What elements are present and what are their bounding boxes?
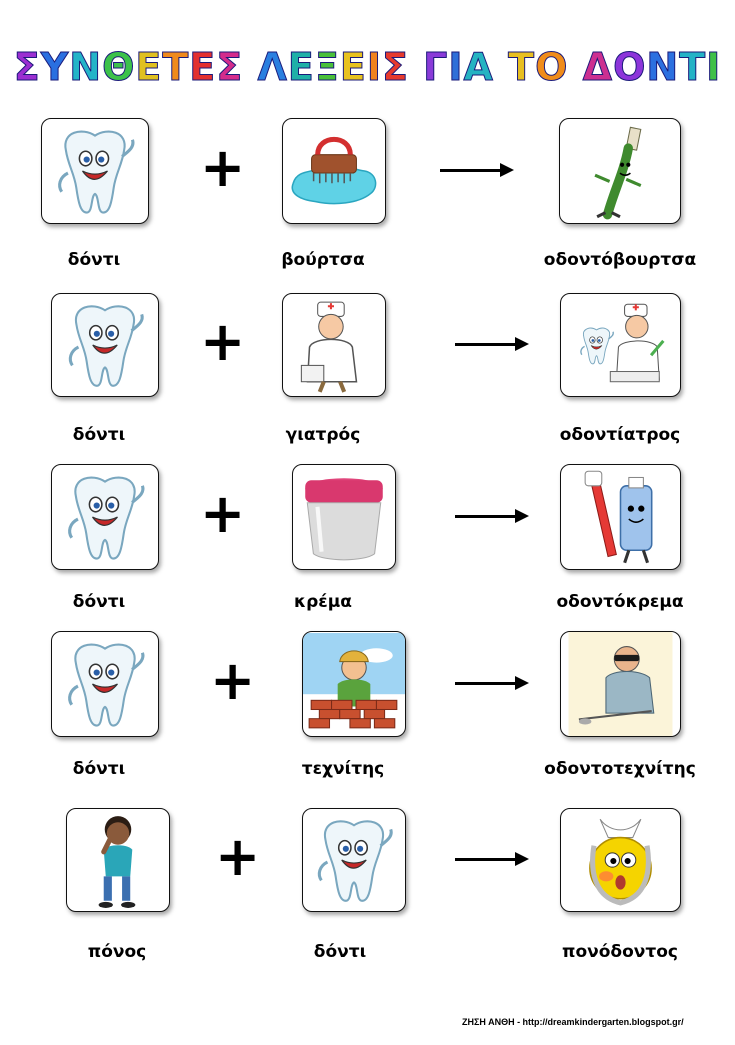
second-word-label: δόντι — [313, 942, 367, 962]
arrow-right-icon — [455, 343, 519, 346]
compound-word-label: οδοντοτεχνίτης — [544, 759, 696, 779]
builder-icon — [303, 632, 405, 736]
first-word-label: δόντι — [72, 425, 126, 445]
compound-word-card — [560, 808, 681, 912]
plus-sign: + — [200, 310, 246, 373]
first-word-card — [41, 118, 149, 224]
arrow-right-icon — [455, 515, 519, 518]
toothpaste-icon — [561, 465, 680, 569]
first-word-label: δόντι — [72, 759, 126, 779]
compound-word-card — [560, 293, 681, 397]
plus-sign: + — [210, 649, 256, 712]
second-word-card — [302, 808, 406, 912]
second-word-card — [282, 293, 386, 397]
first-word-card — [51, 631, 159, 737]
compound-word-label: οδοντόβουρτσα — [543, 250, 697, 270]
tooth-icon — [52, 465, 158, 569]
second-word-card — [292, 464, 396, 570]
first-word-card — [51, 293, 159, 397]
tooth-icon — [52, 294, 158, 396]
second-word-label: κρέμα — [294, 592, 352, 612]
plus-sign: + — [215, 825, 261, 888]
compound-word-card — [560, 631, 681, 737]
dental-technician-icon — [561, 632, 680, 736]
compound-word-label: πονόδοντος — [562, 942, 678, 962]
arrow-right-icon — [455, 682, 519, 685]
first-word-label: δόντι — [67, 250, 121, 270]
compound-word-label: οδοντόκρεμα — [556, 592, 684, 612]
compound-word-card — [559, 118, 681, 224]
second-word-card — [302, 631, 406, 737]
second-word-label: βούρτσα — [281, 250, 365, 270]
dentist-icon — [561, 294, 680, 396]
first-word-card — [51, 464, 159, 570]
second-word-label: γιατρός — [285, 425, 361, 445]
footer-credit: ΖΗΣΗ ΑΝΘΗ - http://dreamkindergarten.blogspot.gr/ — [462, 1017, 684, 1027]
second-word-label: τεχνίτης — [301, 759, 385, 779]
arrow-right-icon — [455, 858, 519, 861]
first-word-label: πόνος — [87, 942, 147, 962]
doctor-icon — [283, 294, 385, 396]
compound-word-label: οδοντίατρος — [559, 425, 681, 445]
first-word-card — [66, 808, 170, 912]
toothbrush-icon — [560, 119, 680, 223]
plus-sign: + — [200, 136, 246, 199]
page-title: ΣΥΝΘΕΤΕΣ ΛΕΞΕΙΣ ΓΙΑ ΤΟ ΔΟΝΤΙ — [13, 45, 722, 89]
tooth-icon — [52, 632, 158, 736]
arrow-right-icon — [440, 169, 504, 172]
boy-in-pain-icon — [67, 809, 169, 911]
toothache-face-icon — [561, 809, 680, 911]
plus-sign: + — [200, 482, 246, 545]
first-word-label: δόντι — [72, 592, 126, 612]
brush-icon — [283, 119, 385, 223]
tooth-icon — [303, 809, 405, 911]
cream-jar-icon — [293, 465, 395, 569]
compound-word-card — [560, 464, 681, 570]
second-word-card — [282, 118, 386, 224]
tooth-icon — [42, 119, 148, 223]
